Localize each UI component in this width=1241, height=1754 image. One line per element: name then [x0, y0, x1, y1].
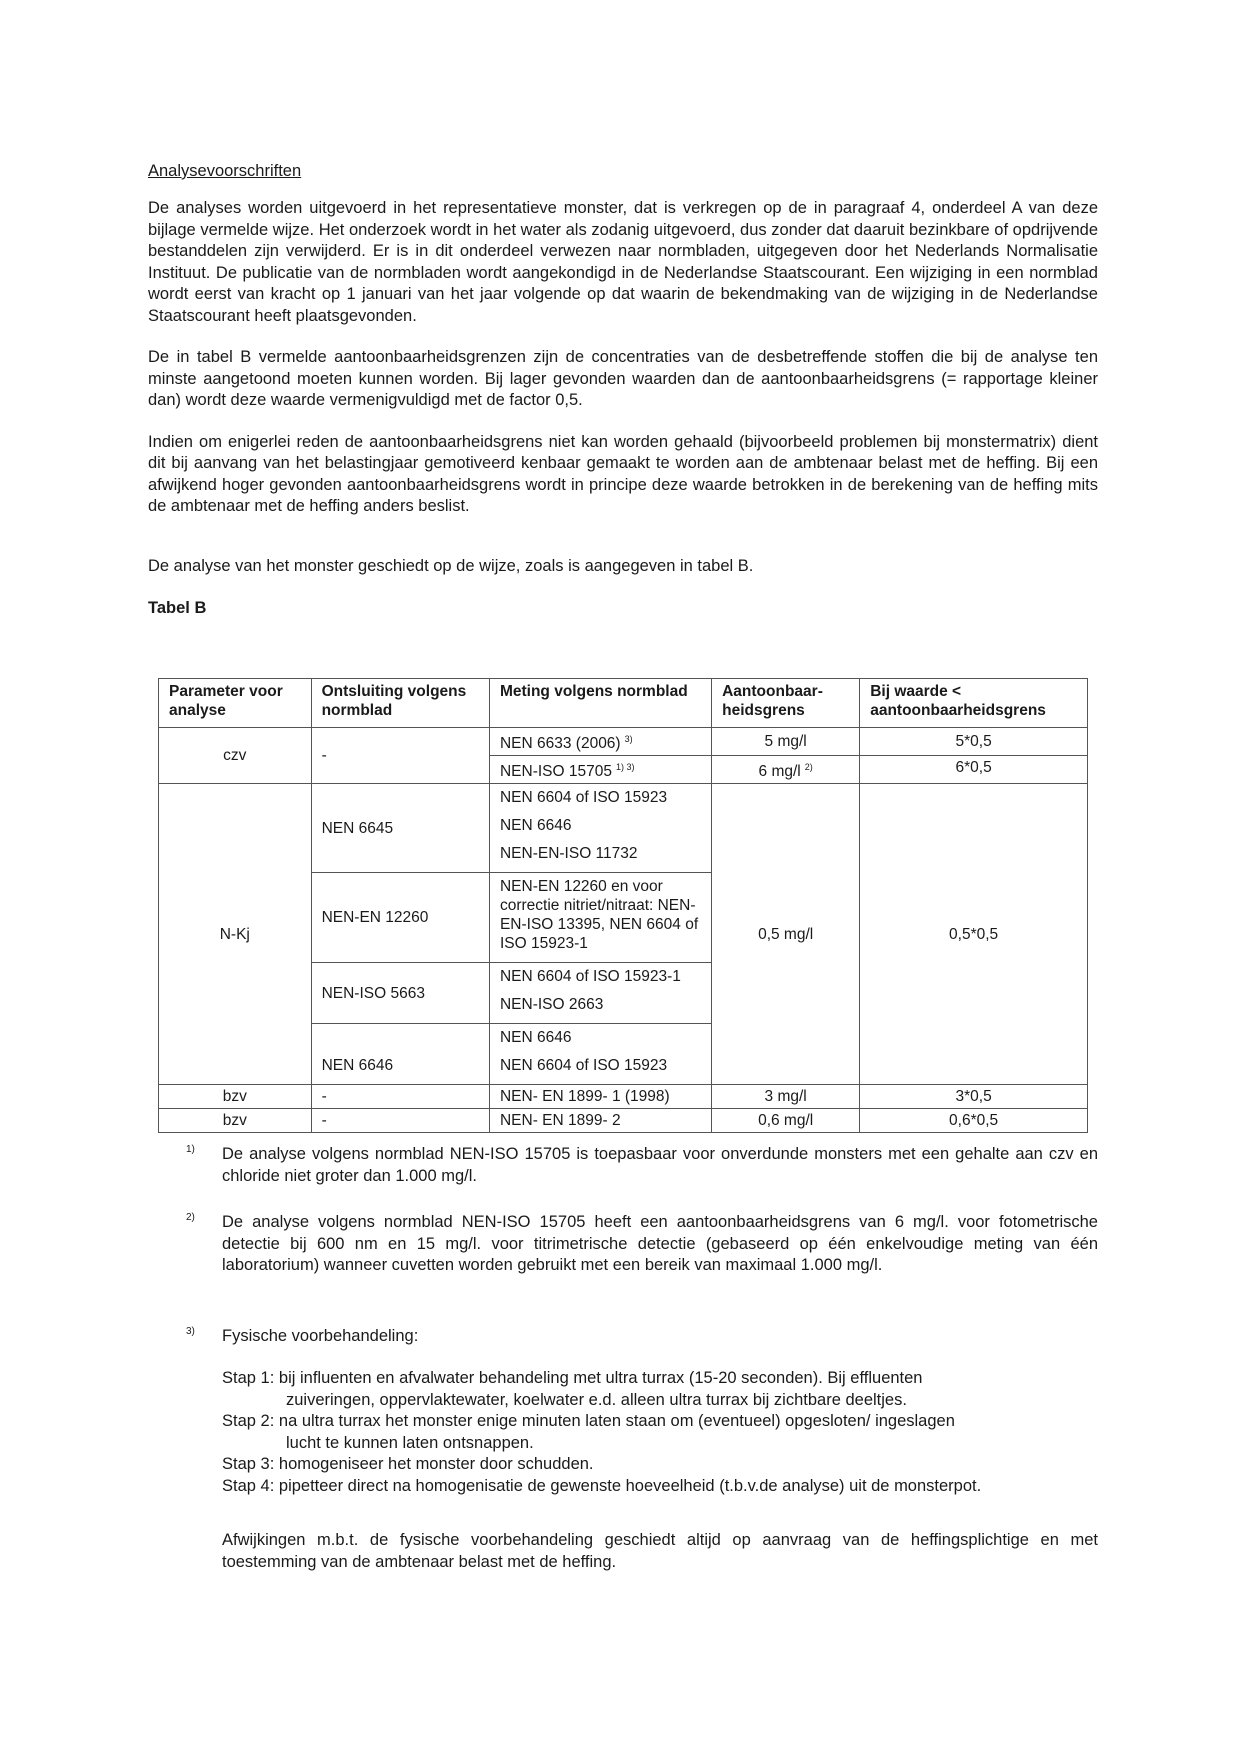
cell-waarde-nkj: 0,5*0,5	[860, 784, 1088, 1085]
footnote-text: Fysische voorbehandeling:	[222, 1327, 419, 1345]
cell-waarde: 0,6*0,5	[860, 1109, 1088, 1133]
closing-paragraph: Afwijkingen m.b.t. de fysische voorbehandeling geschiedt altijd op aanvraag van de heffingsplichtige en met toestemming van de ambtenaar belast met de heffing.	[222, 1531, 1098, 1571]
cell-waarde: 3*0,5	[860, 1085, 1088, 1109]
step-item: Stap 1: bij influenten en afvalwater behandeling met ultra turrax (15-20 seconden). Bij effluenten zuiveringen, oppervlaktewater, koelwater e.d. alleen ultra turrax bij zichtbare deeltjes.	[222, 1369, 923, 1409]
cell-param-czv: czv	[159, 728, 312, 784]
cell-ontsluiting: NEN-ISO 5663	[311, 963, 489, 1024]
cell-meting: NEN 6604 of ISO 15923-1 NEN-ISO 2663	[489, 963, 711, 1024]
header-meting: Meting volgens normblad	[489, 679, 711, 728]
cell-meting: NEN 6604 of ISO 15923 NEN 6646 NEN-EN-ISO 11732	[489, 784, 711, 873]
footnote-mark: 3)	[186, 1326, 195, 1337]
paragraph-detection-limits: De in tabel B vermelde aantoonbaarheidsgrenzen zijn de concentraties van de desbetreffende stoffen die bij de analyse ten minste aangetoond moeten kunnen worden. Bij lager gevonden waarden dan de aantoonbaarheidsgrens (= rapportage kleiner dan) wordt deze waarde vermenigvuldigd met de factor 0,5.	[148, 348, 1098, 409]
table-row	[159, 784, 1088, 873]
paragraph-analysis-method: De analyse van het monster geschiedt op de wijze, zoals is aangegeven in tabel B.	[148, 556, 754, 575]
footnote-3	[186, 1326, 1098, 1348]
cell-meting: NEN-ISO 15705 $^{1) 3)}$	[489, 756, 711, 784]
header-bij-waarde: Bij waarde < aantoonbaarheidsgrens	[860, 679, 1088, 728]
cell-ontsluiting: -	[311, 1085, 489, 1109]
step-item: Stap 3: homogeniseer het monster door schudden.	[222, 1455, 594, 1473]
table-row	[159, 728, 1088, 756]
table-row	[159, 1109, 1088, 1133]
table-header-row	[159, 679, 1088, 728]
cell-ontsluiting: NEN 6646	[311, 1024, 489, 1085]
header-ontsluiting: Ontsluiting volgens normblad	[311, 679, 489, 728]
step-item: Stap 4: pipetteer direct na homogenisatie de gewenste hoeveelheid (t.b.v.de analyse) uit de monsterpot.	[222, 1476, 982, 1495]
cell-ontsluiting: NEN 6645	[311, 784, 489, 873]
cell-meting: NEN- EN 1899- 2	[489, 1109, 711, 1133]
cell-ontsluiting-czv: -	[311, 728, 489, 784]
footnote-text: De analyse volgens normblad NEN-ISO 15705 is toepasbaar voor onverdunde monsters met een gehalte aan czv en chloride niet groter dan 1.000 mg/l.	[222, 1145, 1098, 1185]
table-b	[158, 678, 1088, 1133]
step-item: Stap 2: na ultra turrax het monster enige minuten laten staan om (eventueel) opgesloten/ ingeslagen lucht te kunnen laten ontsnappen.	[222, 1412, 955, 1452]
cell-meting: NEN 6646 NEN 6604 of ISO 15923	[489, 1024, 711, 1085]
cell-meting: NEN-EN 12260 en voor correctie nitriet/nitraat: NEN-EN-ISO 13395, NEN 6604 of ISO 15923-1	[489, 873, 711, 963]
footnote-mark: 1)	[186, 1144, 195, 1155]
table-title: Tabel B	[148, 599, 207, 617]
cell-grens: 6 mg/l $^{2)}$	[712, 756, 860, 784]
cell-param-bzv: bzv	[159, 1109, 312, 1133]
cell-ontsluiting: NEN-EN 12260	[311, 873, 489, 963]
footnote-text: De analyse volgens normblad NEN-ISO 15705 heeft een aantoonbaarheidsgrens van 6 mg/l. voor fotometrische detectie bij 600 nm en 15 mg/l. voor titrimetrische detectie (gebaseerd op één enkelvoudige meting van één laboratorium) wanneer cuvetten worden gebruikt met een bereik van maximaal 1.000 mg/l.	[222, 1213, 1098, 1274]
cell-param-bzv: bzv	[159, 1085, 312, 1109]
cell-grens-nkj: 0,5 mg/l	[712, 784, 860, 1085]
section-heading: Analysevoorschriften	[148, 162, 302, 180]
footnote-1	[186, 1144, 1098, 1187]
document-page	[148, 160, 1098, 1571]
paragraph-intro: De analyses worden uitgevoerd in het representatieve monster, dat is verkregen op de in paragraaf 4, onderdeel A van deze bijlage vermelde wijze. Het onderzoek wordt in het water als zodanig uitgevoerd, dus zonder dat daaruit bezinkbare of opdrijvende bestanddelen zijn verwijderd. Er is in dit onderdeel verwezen naar normbladen, uitgegeven door het Nederlands Normalisatie Instituut. De publicatie van de normbladen wordt aangekondigd in de Nederlandse Staatscourant. Een wijziging in een normblad wordt eerst van kracht op 1 januari van het jaar volgende op dat waarin de bekendmaking van de wijziging in de Nederlandse Staatscourant heeft plaatsgevonden.	[148, 199, 1098, 325]
cell-waarde: 5*0,5	[860, 728, 1088, 756]
header-parameter: Parameter voor analyse	[159, 679, 312, 728]
paragraph-exceptions: Indien om enigerlei reden de aantoonbaarheidsgrens niet kan worden gehaald (bijvoorbeeld problemen bij monstermatrix) dient dit bij aanvang van het belastingjaar gemotiveerd kenbaar gemaakt te worden aan de ambtenaar belast met de heffing. Bij een afwijkend hoger gevonden aantoonbaarheidsgrens wordt in principe deze waarde betrokken in de berekening van de heffing mits de ambtenaar met de heffing anders beslist.	[148, 432, 1098, 515]
cell-ontsluiting: -	[311, 1109, 489, 1133]
step-list	[222, 1368, 1098, 1497]
cell-waarde: 6*0,5	[860, 756, 1088, 784]
cell-grens: 3 mg/l	[712, 1085, 860, 1109]
cell-grens: 0,6 mg/l	[712, 1109, 860, 1133]
cell-meting: NEN 6633 (2006) $^{3)}$	[489, 728, 711, 756]
cell-grens: 5 mg/l	[712, 728, 860, 756]
table-row	[159, 1085, 1088, 1109]
cell-param-nkj: N-Kj	[159, 784, 312, 1085]
header-aantoonbaarheidsgrens: Aantoonbaar-heidsgrens	[712, 679, 860, 728]
footnote-2	[186, 1212, 1098, 1277]
footnote-mark: 2)	[186, 1212, 195, 1223]
cell-meting: NEN- EN 1899- 1 (1998)	[489, 1085, 711, 1109]
